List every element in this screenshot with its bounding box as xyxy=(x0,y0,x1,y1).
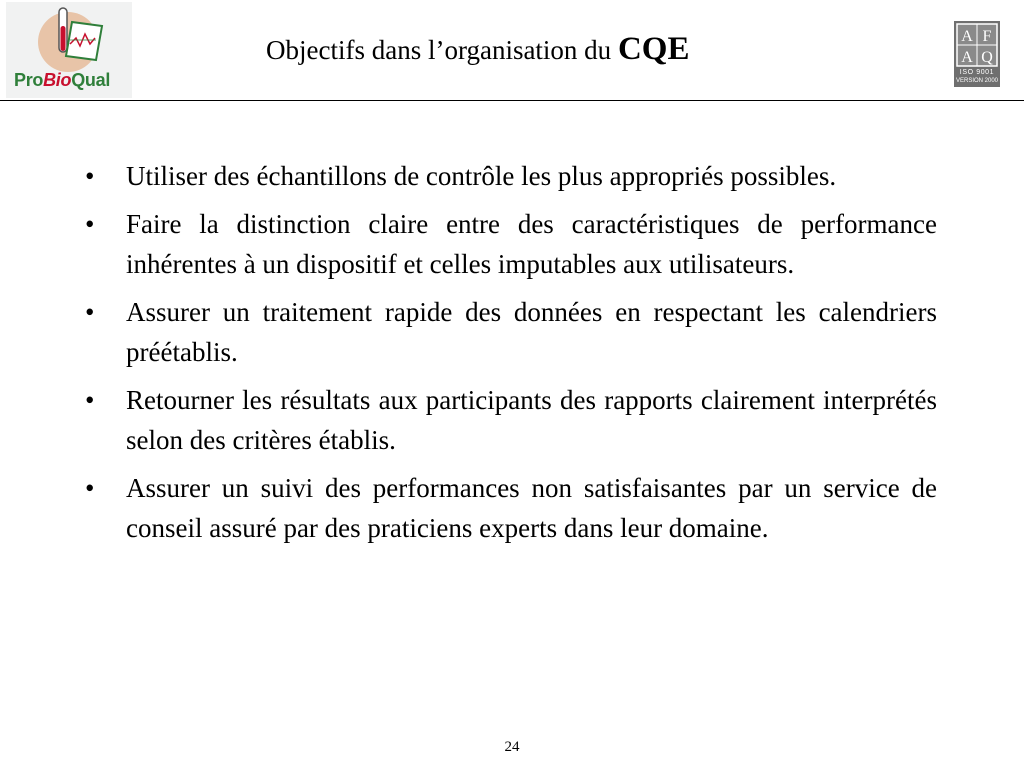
bullet-item xyxy=(85,468,937,548)
slide-title-emphasis: CQE xyxy=(617,31,690,67)
bullet-text: Retourner les résultats aux participants des rapports clairement interprétés selon des critères établis. xyxy=(126,385,937,455)
bullet-text: Assurer un suivi des performances non satisfaisantes par un service de conseil assuré par des praticiens experts dans leur domaine. xyxy=(126,473,937,543)
afaq-logo xyxy=(954,21,1000,87)
bullet-dot-icon: • xyxy=(85,297,95,327)
slide-title xyxy=(266,31,689,68)
afaq-version-label: VERSION 2000 xyxy=(955,78,999,84)
header-divider xyxy=(0,100,1024,101)
slide-header xyxy=(0,0,1024,102)
bullet-dot-icon: • xyxy=(85,161,95,191)
bullet-item xyxy=(85,156,937,196)
slide-title-text: Objectifs dans l’organisation du xyxy=(266,35,612,65)
svg-text:A: A xyxy=(961,28,973,45)
probioqual-logo xyxy=(6,2,132,98)
probioqual-wordmark: ProBioQual xyxy=(14,70,111,90)
bullet-text: Assurer un traitement rapide des données en respectant les calendriers préétablis. xyxy=(126,297,937,367)
bullet-item xyxy=(85,380,937,460)
bullet-list xyxy=(85,156,937,556)
bullet-dot-icon: • xyxy=(85,385,95,415)
svg-text:F: F xyxy=(982,28,992,45)
svg-text:Q: Q xyxy=(981,49,993,66)
afaq-iso-label: ISO 9001 xyxy=(959,69,995,76)
page-number: 24 xyxy=(504,739,520,755)
bullet-item xyxy=(85,292,937,372)
bullet-dot-icon: • xyxy=(85,473,95,503)
bullet-dot-icon: • xyxy=(85,209,95,239)
bullet-text: Utiliser des échantillons de contrôle les plus appropriés possibles. xyxy=(126,161,837,191)
svg-text:A: A xyxy=(961,49,973,66)
bullet-item xyxy=(85,204,937,284)
bullet-text: Faire la distinction claire entre des caractéristiques de performance inhérentes à un dispositif et celles imputables aux utilisateurs. xyxy=(126,209,937,279)
